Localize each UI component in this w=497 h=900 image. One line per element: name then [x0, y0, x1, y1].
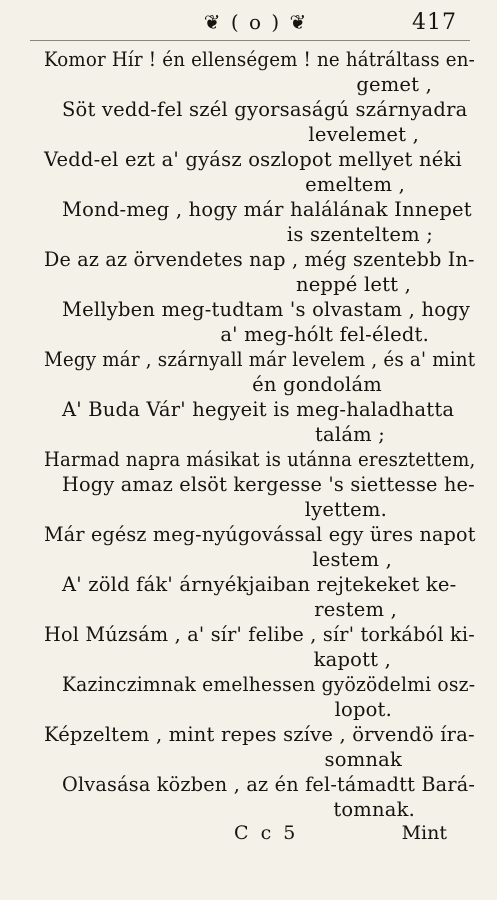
catchword: Mint — [401, 822, 447, 844]
poem-line: Képzeltem , mint repes szíve , örvendö íra- — [44, 723, 475, 746]
poem-line-continuation: talám ; — [315, 423, 385, 446]
poem-line-continuation: én gondolám — [252, 373, 382, 396]
poem-line: Vedd-el ezt a' gyász oszlopot mellyet néki — [44, 148, 462, 171]
poem-line-continuation: a' meg-hólt fel-éledt. — [220, 323, 429, 346]
poem-line-continuation: gemet , — [356, 73, 432, 96]
poem-line-continuation: somnak — [324, 748, 402, 771]
poem-line-continuation: is szenteltem ; — [286, 223, 433, 246]
poem-line-continuation: restem , — [314, 598, 397, 621]
poem-line: Kazinczimnak emelhessen gyözödelmi osz- — [62, 673, 476, 696]
poem-line: Már egész meg-nyúgovással egy üres napot — [44, 523, 476, 546]
poem-line: A' zöld fák' árnyékjaiban rejtekeket ke- — [62, 573, 457, 596]
poem-line: Komor Hír ! én ellenségem ! ne hátráltass en- — [44, 48, 475, 71]
poem-line-continuation: lestem , — [312, 548, 392, 571]
poem-line: A' Buda Vár' hegyeit is meg-haladhatta — [62, 398, 455, 421]
poem-line: Söt vedd-fel szél gyorsaságú szárnyadra — [62, 98, 468, 121]
poem-line-continuation: tomnak. — [333, 798, 415, 821]
poem-line-continuation: neppé lett , — [295, 273, 411, 296]
poem-line: Mond-meg , hogy már halálának Innepet — [62, 198, 472, 221]
header-rule — [30, 40, 470, 41]
page-header — [0, 4, 497, 38]
poem-line: Hol Múzsám , a' sír' felibe , sír' torkából ki- — [44, 623, 475, 646]
header-ornament: ❦ ( o ) ❦ — [203, 10, 309, 34]
page-footer — [0, 822, 497, 852]
poem-line-continuation: levelemet , — [308, 123, 419, 146]
poem-line-continuation: kapott , — [313, 648, 391, 671]
page-number: 417 — [412, 10, 457, 35]
poem-line-continuation: emeltem , — [305, 173, 405, 196]
poem-line: Olvasása közben , az én fel-támadtt Bará- — [62, 773, 476, 796]
poem-line: De az az örvendetes nap , még szentebb In- — [44, 248, 475, 271]
poem-line-continuation: lopot. — [334, 698, 392, 721]
poem-line: Harmad napra másikat is utánna eresztettem, — [44, 448, 476, 471]
poem-line: Megy már , szárnyall már levelem , és a' mint — [44, 348, 476, 371]
poem-line: Hogy amaz elsöt kergesse 's siettesse he- — [62, 473, 475, 496]
poem-line: Mellyben meg-tudtam 's olvastam , hogy — [62, 298, 471, 321]
signature-mark: C c 5 — [234, 822, 299, 844]
poem-line-continuation: lyettem. — [304, 498, 387, 521]
